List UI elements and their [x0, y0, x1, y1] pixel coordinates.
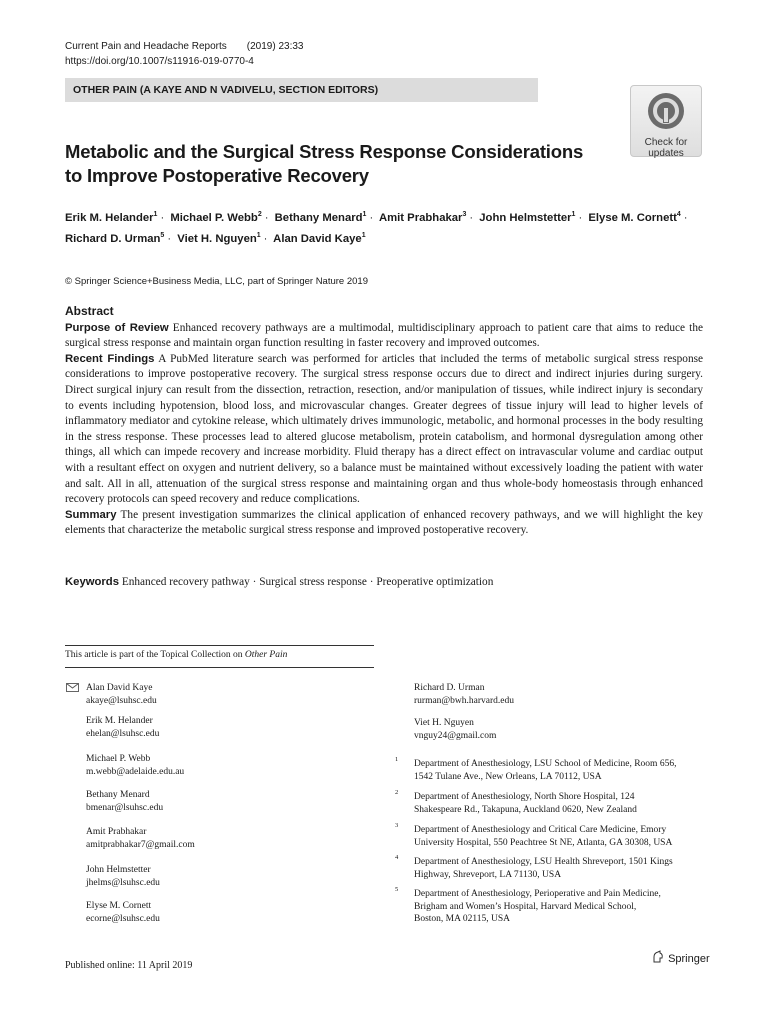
author-affiliation-sup: 5: [160, 231, 165, 239]
contact-email[interactable]: m.webb@adelaide.edu.au: [86, 766, 185, 777]
affiliation-line: University Hospital, 550 Peachtree St NE, Atlanta, GA 30308, USA: [414, 837, 673, 848]
affiliation-line: Shakespeare Rd., Takapuna, Auckland 0620, New Zealand: [414, 804, 637, 815]
contact-entry: [86, 753, 184, 778]
check-for-updates-badge[interactable]: [630, 85, 702, 157]
contact-email[interactable]: bmenar@lsuhsc.edu: [86, 802, 164, 813]
affiliation-number: 2: [395, 789, 399, 796]
contact-name: Richard D. Urman: [414, 683, 485, 693]
findings-label: Recent Findings: [65, 352, 155, 365]
purpose-text: Enhanced recovery pathways are a multimodal, multidisciplinary approach to patient care that aims to reduce the surgical stress response and maintain organ function resulting in faster recovery and improved outcomes.: [65, 321, 703, 350]
affiliation-line: Department of Anesthesiology, LSU Health Shreveport, 1501 Kings: [414, 857, 673, 867]
journal-year-issue: (2019) 23:33: [246, 41, 304, 52]
check-for-updates-line2: updates: [648, 148, 684, 159]
contact-entry: [86, 900, 160, 925]
check-for-updates-icon: [646, 91, 686, 131]
affiliation-line: Highway, Shreveport, LA 71130, USA: [414, 869, 562, 880]
contact-name: Alan David Kaye: [86, 683, 153, 693]
affiliation: [414, 758, 714, 783]
contact-entry: [414, 682, 514, 707]
keywords: [65, 576, 705, 588]
author-affiliation-sup: 2: [257, 211, 262, 218]
contact-entry: [86, 864, 160, 889]
published-date: Published online: 11 April 2019: [65, 960, 193, 971]
publisher-logo[interactable]: [651, 950, 710, 965]
section-banner: OTHER PAIN (A KAYE AND N VADIVELU, SECTION EDITORS): [65, 78, 538, 102]
contact-name: Elyse M. Cornett: [86, 901, 152, 911]
contact-name: Erik M. Helander: [86, 716, 153, 726]
doi-link[interactable]: https://doi.org/10.1007/s11916-019-0770-4: [65, 56, 254, 67]
author-affiliation-sup: 1: [362, 211, 367, 218]
abstract: [65, 304, 703, 539]
author[interactable]: Alan David Kaye: [273, 232, 362, 245]
author[interactable]: Richard D. Urman: [65, 232, 161, 245]
contact-name: Amit Prabhakar: [86, 827, 147, 837]
affiliation-line: Boston, MA 02115, USA: [414, 914, 510, 924]
check-for-updates-line1: Check for: [644, 137, 688, 148]
abstract-heading: Abstract: [65, 304, 114, 318]
title-line-1: Metabolic and the Surgical Stress Response Considerations: [65, 141, 584, 162]
publisher-name: Springer: [668, 953, 710, 965]
contact-email[interactable]: ehelan@lsuhsc.edu: [86, 728, 160, 739]
article-title: [65, 140, 585, 188]
abstract-summary: [65, 508, 703, 539]
affiliation-line: Brigham and Women’s Hospital, Harvard Medical School,: [414, 901, 637, 912]
author-affiliation-sup: 1: [153, 211, 158, 218]
author[interactable]: Elyse M. Cornett: [588, 211, 677, 224]
affiliation-line: Department of Anesthesiology and Critical Care Medicine, Emory: [414, 825, 667, 835]
contact-name: John Helmstetter: [86, 865, 151, 875]
contact-email[interactable]: vnguy24@gmail.com: [414, 730, 497, 741]
abstract-purpose: [65, 321, 703, 352]
journal-citation: [65, 41, 303, 52]
author-list: Erik M. Helander$^1$ · Michael P. Webb$^2$ · Bethany Menard$^1$ · Amit Prabhakar$^3$ · John Helmstetter$^1$ · Elyse M. Cornett$^4$ · Richard D. Urman$^5$ · Viet H. Nguyen$^1$ · Alan David Kaye$^1$: [65, 211, 688, 245]
contact-name: Michael P. Webb: [86, 754, 151, 764]
contact-entry: [86, 789, 163, 814]
author-affiliation-sup: 1: [361, 231, 366, 239]
contact-email[interactable]: rurman@bwh.harvard.edu: [414, 695, 515, 706]
contact-email[interactable]: amitprabhakar7@gmail.com: [86, 839, 195, 850]
contact-entry: [86, 682, 157, 707]
author[interactable]: John Helmstetter: [479, 211, 572, 224]
author[interactable]: Bethany Menard: [274, 211, 363, 224]
contact-entry: [86, 826, 195, 851]
affiliation-line: Department of Anesthesiology, North Shore Hospital, 124: [414, 792, 635, 802]
contact-entry: [414, 717, 496, 742]
affiliation: [414, 888, 714, 926]
author-affiliation-sup: 1: [256, 231, 261, 239]
author-affiliation-sup: 4: [676, 211, 681, 218]
keywords-text: Enhanced recovery pathway · Surgical stress response · Preoperative optimization: [121, 576, 494, 588]
springer-horse-icon: [651, 950, 665, 964]
contact-name: Viet H. Nguyen: [414, 718, 474, 728]
topical-collection-note: [65, 650, 287, 660]
summary-text: The present investigation summarizes the clinical application of enhanced recovery pathways, and we will highlight the key elements that characterize the metabolic surgical stress response and improved postoperative recovery.: [65, 508, 703, 537]
affiliation-line: Department of Anesthesiology, Perioperative and Pain Medicine,: [414, 889, 661, 899]
contact-entry: [86, 715, 159, 740]
abstract-findings: [65, 352, 703, 508]
collection-prefix: This article is part of the Topical Collection on: [65, 650, 245, 660]
author[interactable]: Michael P. Webb: [170, 211, 258, 224]
author[interactable]: Amit Prabhakar: [378, 211, 463, 224]
purpose-label: Purpose of Review: [65, 321, 169, 334]
journal-name: Current Pain and Headache Reports: [65, 41, 227, 52]
affiliation: [414, 791, 714, 816]
footnote-rule-bottom: [65, 667, 374, 668]
contact-email[interactable]: ecorne@lsuhsc.edu: [86, 913, 160, 924]
author[interactable]: Erik M. Helander: [65, 211, 154, 224]
affiliation-number: 5: [395, 886, 399, 893]
author-affiliation-sup: 1: [571, 211, 576, 218]
affiliation-line: 1542 Tulane Ave., New Orleans, LA 70112, USA: [414, 771, 602, 782]
affiliation-number: 1: [395, 756, 399, 763]
findings-text: A PubMed literature search was performed for articles that included the terms of metabolic surgical stress response considerations to improve postoperative recovery. The surgical stress response occurs due to direct and indirect injuries during surgery. Direct surgical injury can result from the dissection, retraction, resection, and/or manipulation of tissues, while indirect injury is secondary to events including hypotension, blood loss, and microvascular changes. Greater degrees of tissue injury will lead to higher levels of inflammatory mediator and cytokine release, which ultimately drives immunologic, metabolic, and hormonal processes in the body resulting in the stress response. These processes lead to altered glucose metabolism, protein catabolism, and hormonal dysregulation among other things, all which can impede recovery and increase morbidity. Fluid therapy has a direct effect on intravascular volume and cardiac output with a resultant effect on oxygen and nutrient delivery, so a balance must be maintained without excessively loading the patient with water and salt. All in all, attenuation of the surgical stress response and maintaining organ and thus whole-body homeostasis through enhanced recovery protocols can speed recovery and reduce complications.: [65, 352, 704, 506]
contact-email[interactable]: akaye@lsuhsc.edu: [86, 695, 157, 706]
title-line-2: to Improve Postoperative Recovery: [65, 165, 369, 186]
author-affiliation-sup: 3: [462, 211, 467, 218]
contact-email[interactable]: jhelms@lsuhsc.edu: [86, 877, 160, 888]
affiliation: [414, 856, 714, 881]
affiliation-line: Department of Anesthesiology, LSU School of Medicine, Room 656,: [414, 759, 677, 769]
author[interactable]: Viet H. Nguyen: [177, 232, 257, 245]
affiliation: [414, 824, 714, 849]
collection-name[interactable]: Other Pain: [244, 650, 288, 660]
summary-label: Summary: [65, 508, 117, 521]
footnote-rule-top: [65, 645, 374, 646]
envelope-icon: [66, 683, 79, 692]
affiliation-number: 4: [395, 854, 399, 861]
contact-name: Bethany Menard: [86, 790, 150, 800]
keywords-label: Keywords: [65, 576, 119, 588]
affiliation-number: 3: [395, 822, 399, 829]
copyright-notice: © Springer Science+Business Media, LLC, part of Springer Nature 2019: [65, 276, 368, 287]
